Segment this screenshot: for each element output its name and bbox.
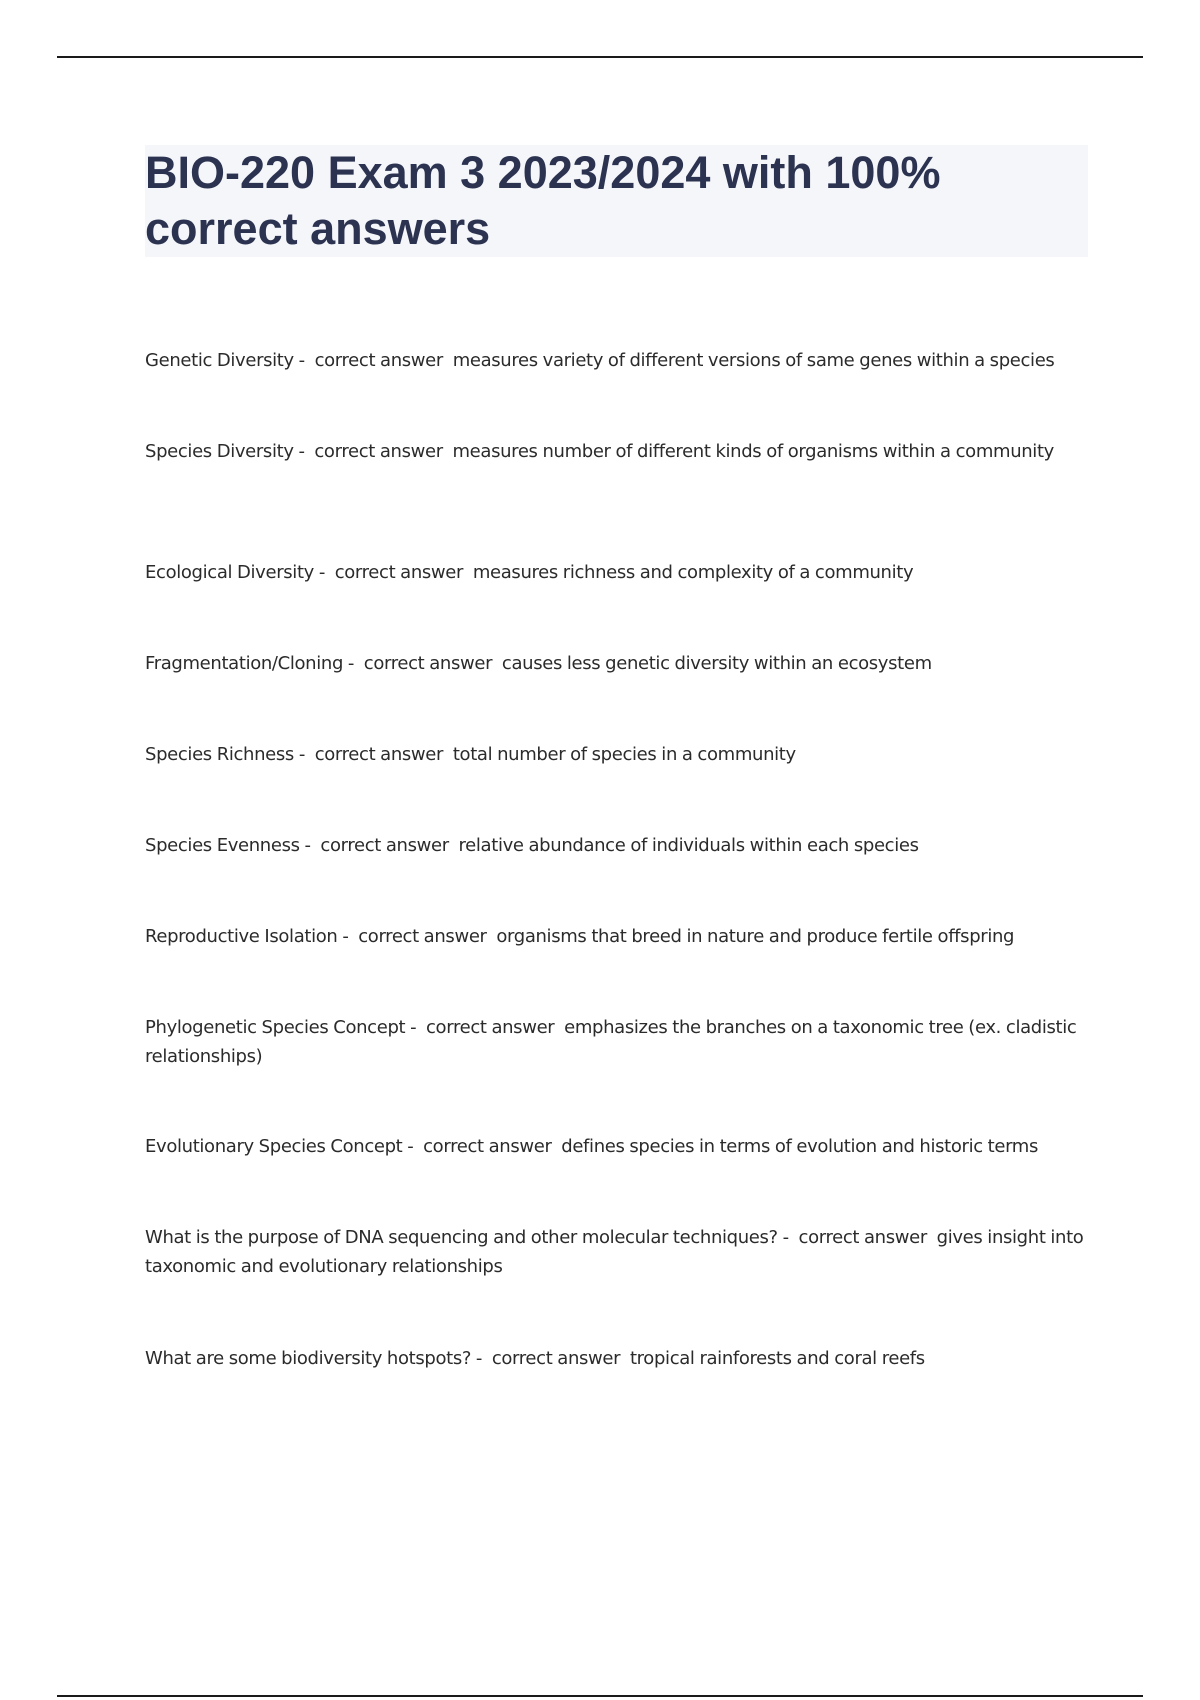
qa-term: Fragmentation/Cloning: [145, 653, 344, 674]
qa-item-species-richness: [145, 740, 1095, 769]
bottom-rule: [57, 1695, 1143, 1697]
qa-item-ecological-diversity: [145, 558, 1095, 587]
qa-term: Genetic Diversity: [145, 350, 294, 371]
qa-item-reproductive-isolation: [145, 922, 1095, 951]
qa-separator: - correct answer: [337, 926, 497, 947]
qa-answer: total number of species in a community: [452, 744, 796, 765]
title-block: [145, 145, 1088, 257]
top-rule: [57, 56, 1143, 58]
qa-item-evolutionary-species-concept: [145, 1132, 1095, 1161]
qa-term: Evolutionary Species Concept: [145, 1136, 403, 1157]
qa-answer: tropical rainforests and coral reefs: [629, 1348, 925, 1369]
qa-term: What are some biodiversity hotspots?: [145, 1348, 472, 1369]
document-title: BIO-220 Exam 3 2023/2024 with 100% correct answers: [145, 147, 941, 254]
qa-answer: emphasizes the branches on a taxonomic tree (ex. cladistic relationships): [145, 1017, 1082, 1067]
qa-separator: - correct answer: [402, 1136, 562, 1157]
qa-term: Ecological Diversity: [145, 562, 314, 583]
qa-item-fragmentation-cloning: [145, 649, 1095, 678]
qa-separator: - correct answer: [293, 350, 453, 371]
qa-item-species-evenness: [145, 831, 1095, 860]
qa-answer: relative abundance of individuals within each species: [458, 835, 919, 856]
qa-item-dna-sequencing: [145, 1223, 1095, 1281]
qa-answer: gives insight into taxonomic and evolutionary relationships: [145, 1227, 1089, 1277]
qa-item-species-diversity: [145, 437, 1095, 466]
qa-separator: - correct answer: [343, 653, 502, 674]
qa-item-biodiversity-hotspots: [145, 1344, 1095, 1373]
qa-term: What is the purpose of DNA sequencing and other molecular techniques?: [145, 1227, 778, 1248]
qa-term: Species Evenness: [145, 835, 300, 856]
qa-separator: - correct answer: [777, 1227, 937, 1248]
qa-separator: - correct answer: [313, 562, 473, 583]
qa-separator: - correct answer: [293, 744, 453, 765]
qa-separator: - correct answer: [293, 441, 453, 462]
qa-separator: - correct answer: [471, 1348, 630, 1369]
qa-term: Species Diversity: [145, 441, 294, 462]
qa-answer: defines species in terms of evolution and historic terms: [561, 1136, 1039, 1157]
qa-separator: - correct answer: [299, 835, 459, 856]
qa-item-genetic-diversity: [145, 346, 1095, 375]
qa-answer: measures variety of different versions of same genes within a species: [452, 350, 1055, 371]
qa-answer: measures richness and complexity of a community: [472, 562, 914, 583]
qa-term: Species Richness: [145, 744, 294, 765]
qa-term: Phylogenetic Species Concept: [145, 1017, 406, 1038]
qa-term: Reproductive Isolation: [145, 926, 338, 947]
qa-answer: organisms that breed in nature and produce fertile offspring: [496, 926, 1015, 947]
qa-item-phylogenetic-species-concept: [145, 1013, 1095, 1071]
qa-answer: causes less genetic diversity within an ecosystem: [501, 653, 932, 674]
qa-answer: measures number of different kinds of organisms within a community: [452, 441, 1054, 462]
qa-separator: - correct answer: [405, 1017, 565, 1038]
